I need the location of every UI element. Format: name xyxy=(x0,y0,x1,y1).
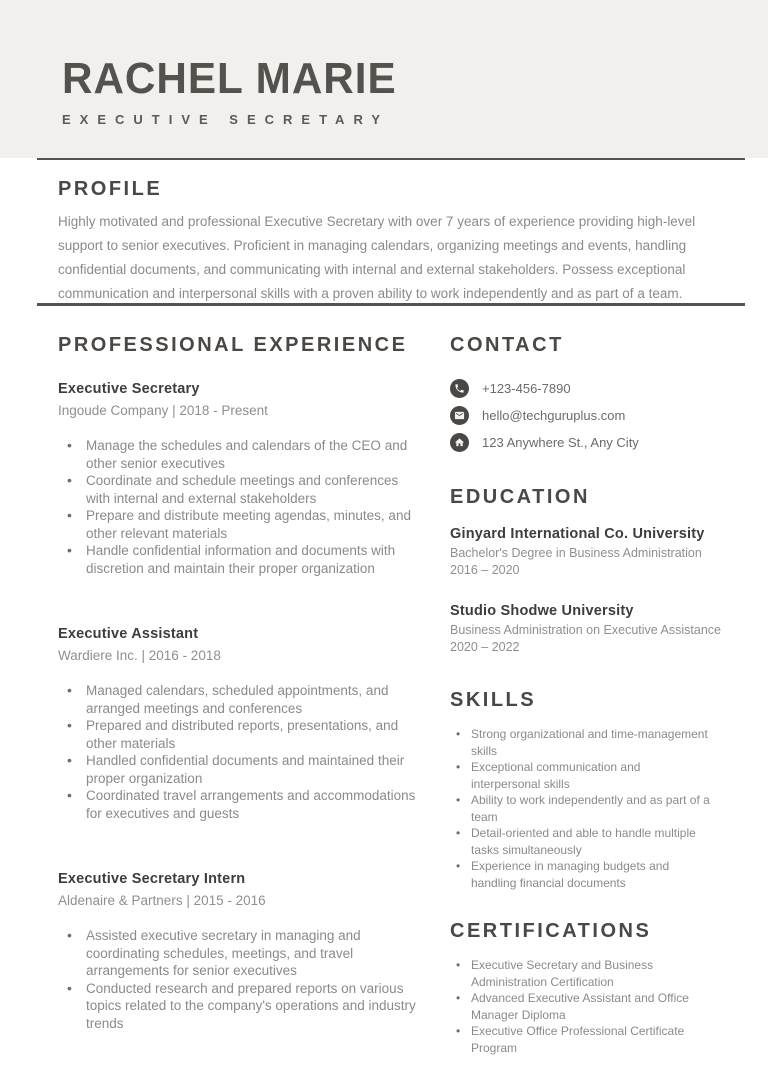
job-company-dates: Ingoude Company | 2018 - Present xyxy=(58,403,268,418)
person-job-title: EXECUTIVE SECRETARY xyxy=(62,112,390,128)
experience-column xyxy=(58,334,420,1056)
contact-row-phone xyxy=(450,379,742,397)
education-heading: EDUCATION xyxy=(450,486,590,508)
profile-section xyxy=(0,160,768,303)
job-bullet: • Managed calendars, scheduled appointments, and arranged meetings and conferences xyxy=(58,682,420,717)
job-entry-executive-assistant xyxy=(58,626,420,822)
phone-number: +123-456-7890 xyxy=(482,380,571,396)
main-columns xyxy=(0,306,768,1056)
resume-header xyxy=(0,0,768,158)
job-entry-executive-secretary xyxy=(58,381,420,577)
school-years: 2020 – 2022 xyxy=(450,640,520,654)
certification-item: • Executive Office Professional Certificate Program xyxy=(450,1023,742,1056)
skill-item: • Ability to work independently and as part of a team xyxy=(450,792,742,825)
job-title: Executive Secretary xyxy=(58,381,200,397)
sidebar-column xyxy=(450,334,742,1056)
job-bullet: • Prepared and distributed reports, presentations, and other materials xyxy=(58,717,420,752)
job-bullet: • Prepare and distribute meeting agendas, minutes, and other relevant materials xyxy=(58,507,420,542)
school-degree: Bachelor's Degree in Business Administration xyxy=(450,546,702,560)
education-entry xyxy=(450,603,742,656)
school-years: 2016 – 2020 xyxy=(450,563,520,577)
contact-list xyxy=(450,379,742,451)
job-title: Executive Secretary Intern xyxy=(58,871,246,887)
certification-item: • Advanced Executive Assistant and Office Manager Diploma xyxy=(450,990,742,1023)
street-address: 123 Anywhere St., Any City xyxy=(482,434,639,450)
job-company-dates: Wardiere Inc. | 2016 - 2018 xyxy=(58,648,221,663)
person-name: RACHEL MARIE xyxy=(62,54,397,103)
job-bullet-list xyxy=(58,437,420,577)
skills-heading: SKILLS xyxy=(450,689,537,711)
contact-heading: CONTACT xyxy=(450,334,564,356)
experience-heading: PROFESSIONAL EXPERIENCE xyxy=(58,334,408,356)
job-bullet-list xyxy=(58,927,420,1032)
job-bullet: • Assisted executive secretary in managing and coordinating schedules, meetings, and travel arrangements for senior executives xyxy=(58,927,420,980)
skill-item: • Detail-oriented and able to handle multiple tasks simultaneously xyxy=(450,825,742,858)
job-bullet: • Handled confidential documents and maintained their proper organization xyxy=(58,752,420,787)
school-degree: Business Administration on Executive Assistance xyxy=(450,623,721,637)
certifications-list xyxy=(450,957,742,1056)
phone-icon xyxy=(450,379,469,398)
school-name: Studio Shodwe University xyxy=(450,603,634,619)
home-icon xyxy=(450,433,469,452)
profile-heading: PROFILE xyxy=(58,178,163,200)
job-entry-executive-secretary-intern xyxy=(58,871,420,1032)
job-bullet: • Conducted research and prepared reports on various topics related to the company's operations and industry trends xyxy=(58,980,420,1033)
contact-row-email xyxy=(450,406,742,424)
certifications-heading: CERTIFICATIONS xyxy=(450,920,652,942)
email-icon xyxy=(450,406,469,425)
job-bullet: • Handle confidential information and documents with discretion and maintain their proper organization xyxy=(58,542,420,577)
job-title: Executive Assistant xyxy=(58,626,199,642)
job-company-dates: Aldenaire & Partners | 2015 - 2016 xyxy=(58,893,266,908)
school-name: Ginyard International Co. University xyxy=(450,526,705,542)
email-address: hello@techguruplus.com xyxy=(482,407,626,423)
contact-row-address xyxy=(450,433,742,451)
skill-item: • Strong organizational and time-management skills xyxy=(450,726,742,759)
job-bullet-list xyxy=(58,682,420,822)
job-bullet: • Manage the schedules and calendars of the CEO and other senior executives xyxy=(58,437,420,472)
education-entry xyxy=(450,526,742,579)
skill-item: • Exceptional communication and interpersonal skills xyxy=(450,759,742,792)
profile-text: Highly motivated and professional Executive Secretary with over 7 years of experience providing high-level support to senior executives. Proficient in managing calendars, organizing meetings and events, handling confidential documents, and communicating with internal and external stakeholders. Possess exceptional communication and interpersonal skills with a proven ability to work independently and as part of a team. xyxy=(58,214,696,301)
skills-list xyxy=(450,726,742,891)
skill-item: • Experience in managing budgets and handling financial documents xyxy=(450,858,742,891)
certification-item: • Executive Secretary and Business Administration Certification xyxy=(450,957,742,990)
job-bullet: • Coordinate and schedule meetings and conferences with internal and external stakeholders xyxy=(58,472,420,507)
job-bullet: • Coordinated travel arrangements and accommodations for executives and guests xyxy=(58,787,420,822)
